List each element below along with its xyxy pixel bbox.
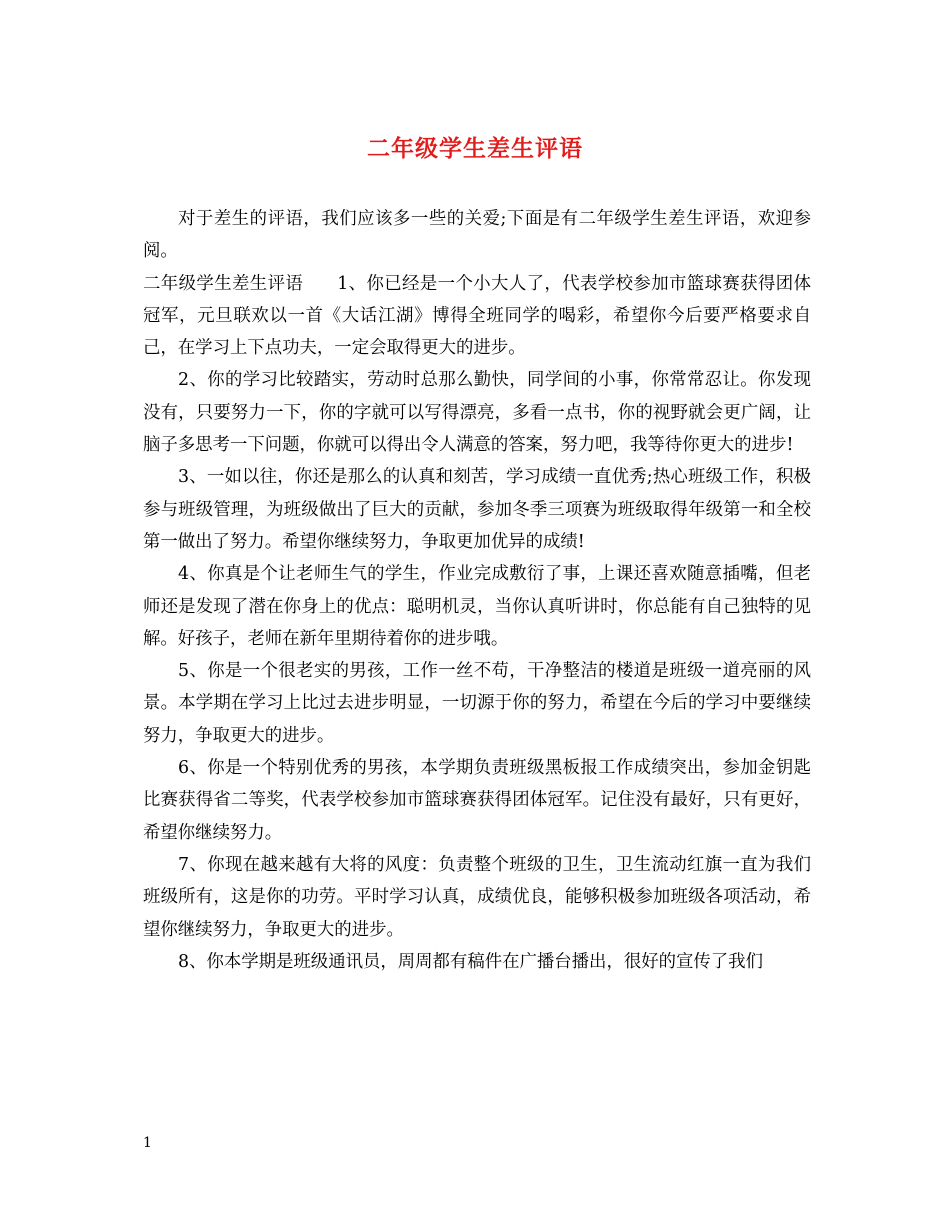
paragraph-8: 8、你本学期是班级通讯员，周周都有稿件在广播台播出，很好的宣传了我们 bbox=[178, 951, 763, 972]
paragraph-2: 2、你的学习比较踏实，劳动时总那么勤快，同学间的小事，你常常忍让。你发现没有，只要努力一下，你的字就可以写得漂亮，多看一点书，你的视野就会更广阔，让脑子多思考一下问题，你就可以得出令人满意的答案，努力吧，我等待你更大的进步! bbox=[143, 370, 811, 456]
document-body bbox=[143, 203, 811, 978]
paragraph-7: 7、你现在越来越有大将的风度：负责整个班级的卫生，卫生流动红旗一直为我们班级所有，这是你的功劳。平时学习认真，成绩优良，能够积极参加班级各项活动，希望你继续努力，争取更大的进步。 bbox=[143, 854, 811, 940]
paragraph-3: 3、一如以往，你还是那么的认真和刻苦，学习成绩一直优秀;热心班级工作，积极参与班级管理，为班级做出了巨大的贡献，参加冬季三项赛为班级取得年级第一和全校第一做出了努力。希望你继续努力，争取更加优异的成绩! bbox=[143, 467, 811, 552]
paragraph-6: 6、你是一个特别优秀的男孩，本学期负责班级黑板报工作成绩突出，参加金钥匙比赛获得省二等奖，代表学校参加市篮球赛获得团体冠军。记住没有最好，只有更好，希望你继续努力。 bbox=[143, 758, 811, 843]
paragraph-4: 4、你真是个让老师生气的学生，作业完成敷衍了事，上课还喜欢随意插嘴，但老师还是发现了潜在你身上的优点：聪明机灵，当你认真听讲时，你总能有自己独特的见解。好孩子，老师在新年里期待着你的进步哦。 bbox=[143, 564, 811, 649]
paragraph-1 bbox=[143, 268, 811, 365]
paragraph-1-text: 1、你已经是一个小大人了，代表学校参加市篮球赛获得团体冠军，元旦联欢以一首《大话江湖》博得全班同学的喝彩，希望你今后要严格要求自己，在学习上下点功夫，一定会取得更大的进步。 bbox=[143, 273, 811, 359]
section-label: 二年级学生差生评语 bbox=[143, 273, 304, 294]
paragraph-5: 5、你是一个很老实的男孩，工作一丝不苟，干净整洁的楼道是班级一道亮丽的风景。本学期在学习上比过去进步明显，一切源于你的努力，希望在今后的学习中要继续努力，争取更大的进步。 bbox=[143, 661, 811, 746]
intro-paragraph: 对于差生的评语，我们应该多一些的关爱;下面是有二年级学生差生评语，欢迎参阅。 bbox=[143, 209, 811, 262]
page-number: 1 bbox=[143, 1135, 152, 1151]
page-title: 二年级学生差生评语 bbox=[367, 135, 583, 162]
